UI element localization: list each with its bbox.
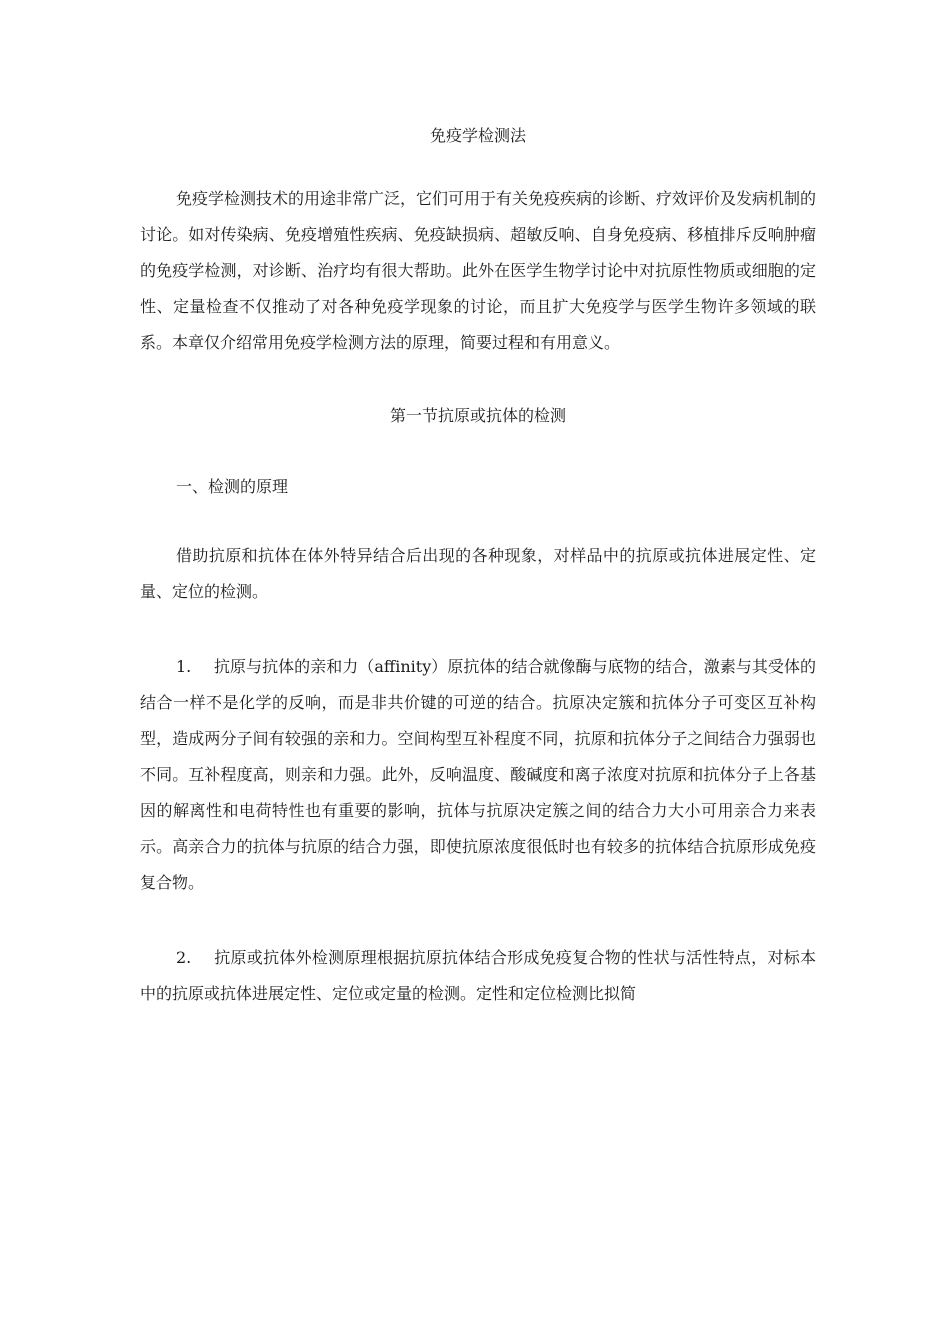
section-title: 第一节抗原或抗体的检测 <box>389 406 566 425</box>
list-item-detection-principle <box>140 940 816 1012</box>
principle-paragraph: 借助抗原和抗体在体外特异结合后出现的各种现象，对样品中的抗原或抗体进展定性、定量、定位的检测。 <box>140 546 816 601</box>
list-item-text: 抗原与抗体的亲和力（affinity）原抗体的结合就像酶与底物的结合，激素与其受体的结合一样不是化学的反响，而是非共价键的可逆的结合。抗原决定簇和抗体分子可变区互补构型，造成两分子间有较强的亲和力。空间构型互补程度不同，抗原和抗体分子之间结合力强弱也不同。互补程度高，则亲和力强。此外，反响温度、酸碱度和离子浓度对抗原和抗体分子上各基因的解离性和电荷特性也有重要的影响，抗体与抗原决定簇之间的结合力大小可用亲合力来表示。高亲合力的抗体与抗原的结合力强，即使抗原浓度很低时也有较多的抗体结合抗原形成免疫复合物。 <box>140 657 816 892</box>
list-item-number: 1. <box>176 657 192 676</box>
list-item-number: 2. <box>176 948 192 967</box>
document-body <box>140 124 816 1012</box>
list-item-affinity <box>140 649 816 901</box>
subheading-principle: 一、检测的原理 <box>176 477 289 496</box>
list-item-text: 抗原或抗体外检测原理根据抗原抗体结合形成免疫复合物的性状与活性特点，对标本中的抗原或抗体进展定性、定位或定量的检测。定性和定位检测比拟简 <box>140 948 816 1003</box>
intro-paragraph: 免疫学检测技术的用途非常广泛，它们可用于有关免疫疾病的诊断、疗效评价及发病机制的讨论。如对传染病、免疫增殖性疾病、免疫缺损病、超敏反响、自身免疫病、移植排斥反响肿瘤的免疫学检测，对诊断、治疗均有很大帮助。此外在医学生物学讨论中对抗原性物质或细胞的定性、定量检查不仅推动了对各种免疫学现象的讨论，而且扩大免疫学与医学生物许多领域的联系。本章仅介绍常用免疫学检测方法的原理，简要过程和有用意义。 <box>140 189 817 352</box>
document-title: 免疫学检测法 <box>429 126 526 145</box>
